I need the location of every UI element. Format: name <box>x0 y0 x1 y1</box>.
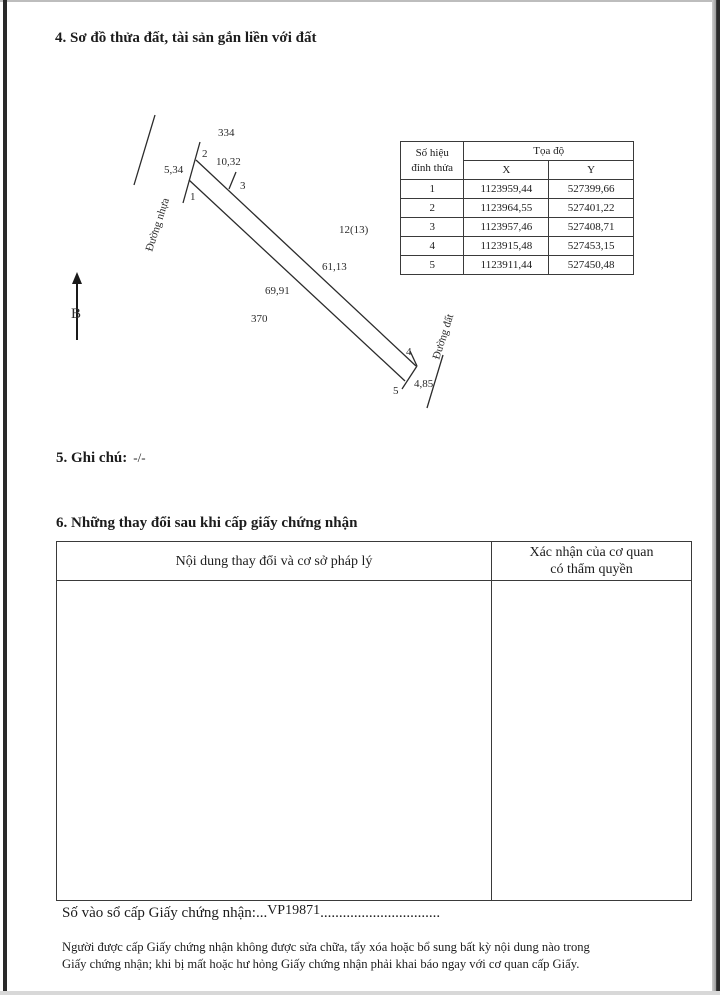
coord-x: 1123911,44 <box>464 256 549 275</box>
header-vertex-line2: đỉnh thửa <box>411 161 454 174</box>
change-content-cell <box>57 581 492 901</box>
header-x: X <box>464 161 549 180</box>
coord-x: 1123964,55 <box>464 199 549 218</box>
coord-y: 527399,66 <box>549 180 634 199</box>
coordinate-table <box>400 141 634 275</box>
coord-x: 1123915,48 <box>464 237 549 256</box>
vertex-id: 1 <box>401 180 464 199</box>
table-row <box>401 180 634 199</box>
registration-code: VP19871 <box>267 903 321 918</box>
coord-y: 527408,71 <box>549 218 634 237</box>
edge-length-2-3: 10,32 <box>216 156 241 168</box>
registration-label: Số vào sổ cấp Giấy chứng nhận: <box>62 905 256 921</box>
registration-line <box>62 905 440 922</box>
header-y: Y <box>549 161 634 180</box>
vertex-label-3: 3 <box>240 180 246 192</box>
table-row <box>401 237 634 256</box>
section5-title: 5. Ghi chú: <box>56 450 128 466</box>
scan-bottom-edge <box>0 991 720 995</box>
header-vertex-line1: Số hiệu <box>415 146 449 159</box>
edge-length-4-5: 4,85 <box>414 378 434 390</box>
header-change-content: Nội dung thay đổi và cơ sở pháp lý <box>57 542 492 581</box>
table-row <box>401 218 634 237</box>
footnote-line2: Giấy chứng nhận; khi bị mất hoặc hư hỏng Giấy chứng nhận phải khai báo ngay với cơ quan cấp Giấy. <box>62 957 580 971</box>
road-right-label: Đường đất <box>430 312 457 361</box>
parcel-number-left: 370 <box>251 313 268 325</box>
parcel-outline <box>183 142 417 389</box>
header-authority-confirmation <box>492 542 692 581</box>
header-authority-line1: Xác nhận của cơ quan <box>529 545 654 560</box>
edge-length-3-4: 61,13 <box>322 261 347 273</box>
vertex-id: 2 <box>401 199 464 218</box>
road-left-line <box>134 115 155 185</box>
edge-length-5-1: 69,91 <box>265 285 290 297</box>
vertex-label-2: 2 <box>202 148 208 160</box>
header-authority-line2: có thẩm quyền <box>550 562 633 577</box>
section5-value: -/- <box>133 450 146 465</box>
edge-length-1-2: 5,34 <box>164 164 184 176</box>
vertex-id: 3 <box>401 218 464 237</box>
registration-leader: ... <box>255 905 268 921</box>
north-label: B <box>71 306 82 322</box>
table-row <box>401 199 634 218</box>
authority-confirmation-cell <box>492 581 692 901</box>
coord-y: 527401,22 <box>549 199 634 218</box>
parcel-number-top: 334 <box>218 127 235 139</box>
footnote <box>62 939 682 973</box>
coord-y: 527450,48 <box>549 256 634 275</box>
vertex-label-5: 5 <box>393 385 399 397</box>
coord-y: 527453,15 <box>549 237 634 256</box>
footnote-line1: Người được cấp Giấy chứng nhận không được sửa chữa, tẩy xóa hoặc bổ sung bất kỳ nội dung nào trong <box>62 940 590 954</box>
section4-title: 4. Sơ đồ thửa đất, tài sản gắn liền với đất <box>55 30 317 46</box>
vertex-label-4: 4 <box>406 346 412 358</box>
section6-title: 6. Những thay đổi sau khi cấp giấy chứng nhận <box>56 515 358 531</box>
coord-x: 1123957,46 <box>464 218 549 237</box>
vertex-id: 4 <box>401 237 464 256</box>
header-vertex <box>401 142 464 180</box>
changes-table <box>56 541 692 901</box>
table-row <box>57 581 692 901</box>
vertex-label-1: 1 <box>190 191 196 203</box>
header-coords: Tọa độ <box>464 142 634 161</box>
section5-notes <box>56 450 146 467</box>
coord-x: 1123959,44 <box>464 180 549 199</box>
road-left-label: Đường nhựa <box>143 196 172 253</box>
registration-trailing-dots: ................................ <box>320 905 441 921</box>
parcel-number-right: 12(13) <box>339 224 369 236</box>
table-row <box>401 256 634 275</box>
vertex-id: 5 <box>401 256 464 275</box>
